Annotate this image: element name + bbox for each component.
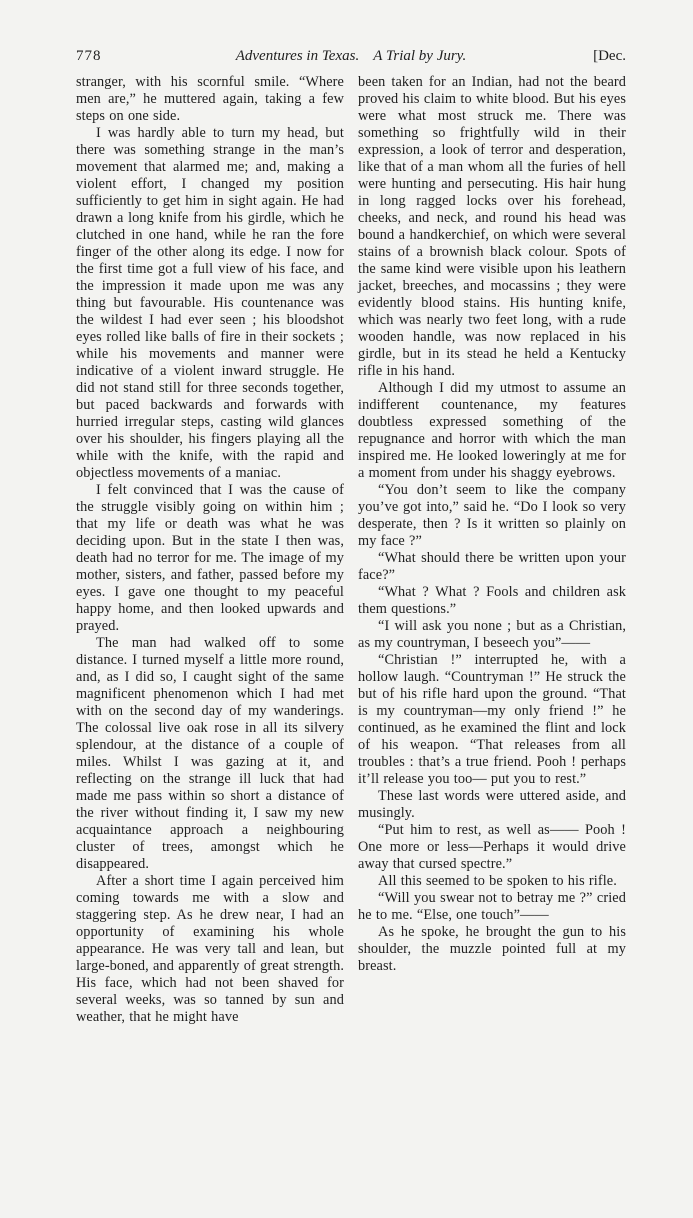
running-header bbox=[76, 48, 626, 65]
running-title bbox=[138, 48, 564, 65]
paragraph: been taken for an Indian, had not the beard proved his claim to white blood. But his eyes were what most struck me. There was something so frightfully wild in their expression, a look of terror and desperation, like that of a man whom all the furies of hell were hunting and persecuting. His hair hung in long ragged locks over his forehead, cheeks, and neck, and round his head was bound a handkerchief, on which were several stains of a brownish black colour. Spots of the same kind were visible upon his leathern jacket, breeches, and mocassins ; they were evidently blood stains. His hunting knife, which was nearly two feet long, with a rude wooden handle, was now replaced in his girdle, but in its stead he held a Kentucky rifle in his hand. bbox=[358, 74, 626, 379]
paragraph: “Christian !” interrupted he, with a hollow laugh. “Countryman !” He struck the but of his rifle hard upon the ground. “That is my countryman—my only friend !” he continued, as he examined the flint and lock of his weapon. “That releases from all troubles : that’s a true friend. Pooh ! perhaps it’ll release you too— put you to rest.” bbox=[358, 652, 626, 787]
page-content bbox=[76, 48, 626, 1026]
paragraph: “I will ask you none ; but as a Christian, as my countryman, I beseech you”—— bbox=[358, 618, 626, 651]
left-column bbox=[76, 74, 344, 1026]
paragraph: “You don’t seem to like the company you’ve got into,” said he. “Do I look so very desperate, then ? Is it written so plainly on my face ?” bbox=[358, 482, 626, 549]
date-marker: [Dec. bbox=[593, 48, 626, 64]
paragraph: stranger, with his scornful smile. “Where men are,” he muttered again, taking a few steps on one side. bbox=[76, 74, 344, 124]
paragraph: “Will you swear not to betray me ?” cried he to me. “Else, one touch”—— bbox=[358, 890, 626, 923]
paragraph: “What ? What ? Fools and children ask them questions.” bbox=[358, 584, 626, 617]
paragraph: The man had walked off to some distance. I turned myself a little more round, and, as I did so, I caught sight of the same magnificent phenomenon which I had met with on the second day of my wanderings. The colossal live oak rose in all its silvery splendour, at the distance of a couple of miles. Whilst I was gazing at it, and reflecting on the strange ill luck that had made me pass within so short a distance of the river without finding it, I saw my new acquaintance approach a neighbouring cluster of trees, amongst which he disappeared. bbox=[76, 635, 344, 872]
running-title-right: A Trial by Jury. bbox=[373, 48, 467, 64]
paragraph: I felt convinced that I was the cause of the struggle visibly going on within him ; that my life or death was what he was deciding upon. But in the state I then was, death had no terror for me. The image of my mother, sisters, and father, passed before my eyes. I gave one thought to my peaceful happy home, and then looked upwards and prayed. bbox=[76, 482, 344, 634]
paragraph: As he spoke, he brought the gun to his shoulder, the muzzle pointed full at my breast. bbox=[358, 924, 626, 974]
page-number: 778 bbox=[76, 48, 102, 64]
paragraph: Although I did my utmost to assume an indifferent countenance, my features doubtless expressed something of the repugnance and horror with which the man inspired me. He looked loweringly at me for a moment from under his shaggy eyebrows. bbox=[358, 380, 626, 481]
paragraph: I was hardly able to turn my head, but there was something strange in the man’s movement that alarmed me; and, making a violent effort, I changed my position sufficiently to get him in sight again. He had drawn a long knife from his girdle, which he clutched in one hand, while he ran the fore finger of the other along its edge. I now for the first time got a full view of his face, and the impression it made upon me was any thing but favourable. His countenance was the wildest I had ever seen ; his bloodshot eyes rolled like balls of fire in their sockets ; while his movements and manner were indicative of a violent inward struggle. He did not stand still for three seconds together, but paced backwards and forwards with hurried irregular steps, casting wild glances over his shoulder, his fingers playing all the while with the knife, with the rapid and objectless movements of a maniac. bbox=[76, 125, 344, 481]
paragraph: All this seemed to be spoken to his rifle. bbox=[378, 873, 617, 889]
right-column bbox=[358, 74, 626, 1026]
running-title-left: Adventures in Texas. bbox=[235, 48, 360, 64]
paragraph: “Put him to rest, as well as—— Pooh ! One more or less—Perhaps it would drive away that cursed spectre.” bbox=[358, 822, 626, 872]
paragraph: After a short time I again perceived him coming towards me with a slow and staggering step. As he drew near, I had an opportunity of examining his whole appearance. He was very tall and lean, but large-boned, and apparently of great strength. His face, which had not been shaved for several weeks, was so tanned by sun and weather, that he might have bbox=[76, 873, 344, 1025]
paragraph: “What should there be written upon your face?” bbox=[358, 550, 626, 583]
paragraph: These last words were uttered aside, and musingly. bbox=[358, 788, 626, 821]
text-columns bbox=[76, 74, 626, 1026]
